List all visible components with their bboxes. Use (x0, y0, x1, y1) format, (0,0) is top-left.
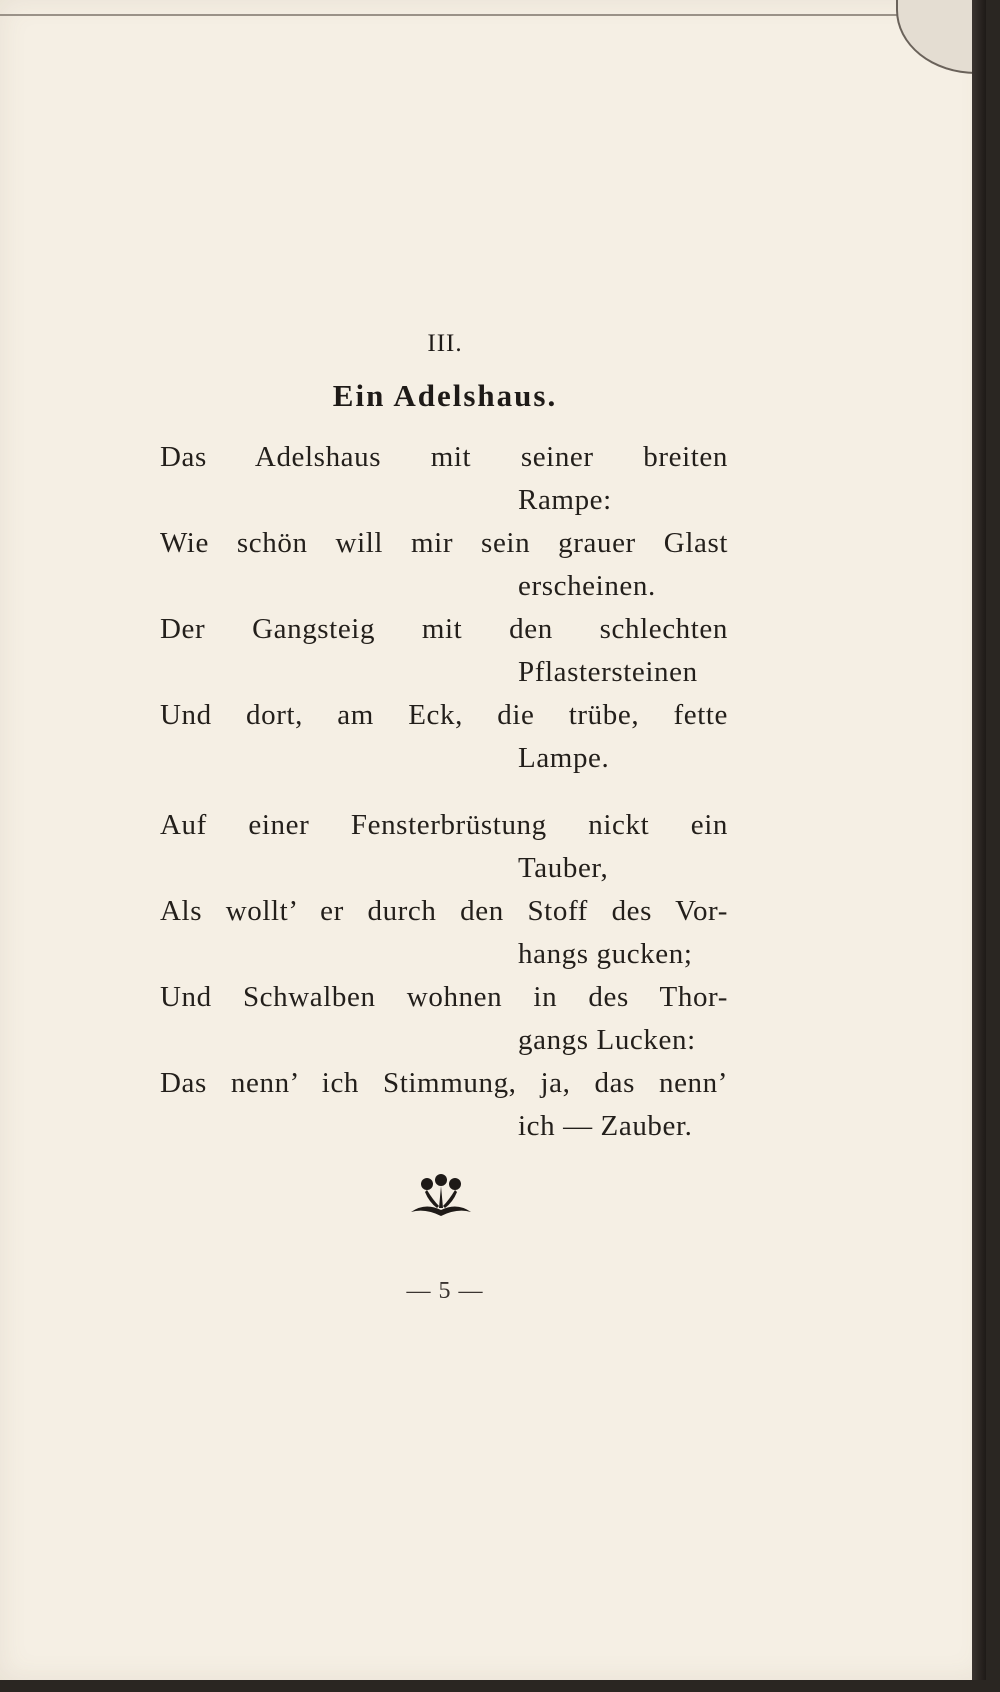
poem-title: Ein Adelshaus. (332, 378, 558, 413)
verse-continuation: Tauber, (518, 852, 609, 884)
verse-text: Als wollt’ er durch den Stoff des Vor- (160, 895, 728, 927)
verse-text: Und Schwalben wohnen in des Thor- (160, 981, 728, 1013)
book-edge (972, 0, 986, 1680)
verse-continuation: hangs gucken; (518, 938, 693, 970)
verse-line (160, 608, 730, 651)
verse-continuation: Rampe: (518, 484, 612, 516)
verse-continuation: ich — Zauber. (518, 1110, 693, 1142)
verse-line (160, 694, 730, 737)
verse-line (160, 804, 730, 847)
verse-text: Das Adelshaus mit seiner breiten (160, 441, 728, 473)
verse-line (160, 436, 730, 479)
verse-text: Auf einer Fensterbrüstung nickt ein (160, 809, 728, 841)
floral-ornament-icon (405, 1172, 477, 1222)
verse-text: Das nenn’ ich Stimmung, ja, das nenn’ (160, 1067, 728, 1099)
top-rule (0, 14, 900, 16)
verse-continuation: gangs Lucken: (518, 1024, 696, 1056)
verse-text: Wie schön will mir sein grauer Glast (160, 527, 728, 559)
verse-continuation: Pflastersteinen (518, 656, 698, 688)
section-number: III. (427, 330, 463, 357)
verse-line (160, 1062, 730, 1105)
stanza-2 (160, 804, 730, 1148)
stanza-1 (160, 436, 730, 780)
page-number: — 5 — (406, 1278, 484, 1304)
verse-text: Und dort, am Eck, die trübe, fette (160, 699, 728, 731)
verse-line (160, 890, 730, 933)
verse-continuation: Lampe. (518, 742, 610, 774)
verse-line (160, 522, 730, 565)
verse-line (160, 976, 730, 1019)
verse-text: Der Gangsteig mit den schlechten (160, 613, 728, 645)
verse-continuation: erscheinen. (518, 570, 656, 602)
